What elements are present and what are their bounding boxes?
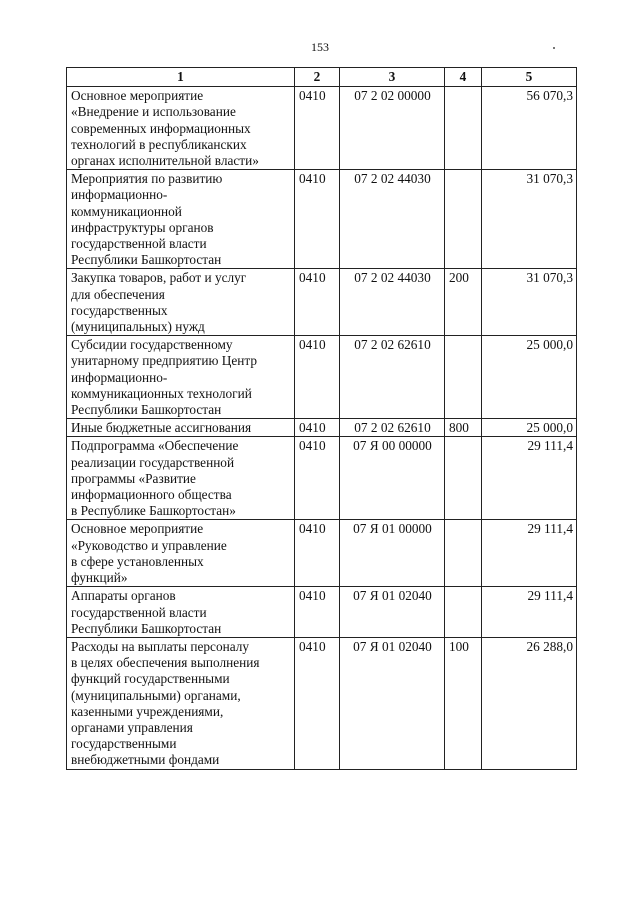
row-name-cell: Подпрограмма «Обеспечение реализации государственной программы «Развитие информационного общества в Республике Башкортостан» — [67, 437, 295, 520]
row-amount-cell: 26 288,0 — [482, 637, 577, 769]
row-name-cell: Иные бюджетные ассигнования — [67, 419, 295, 437]
header-col-4: 4 — [445, 68, 482, 87]
header-col-1: 1 — [67, 68, 295, 87]
row-name-cell: Основное мероприятие «Руководство и управление в сфере установленных функций» — [67, 520, 295, 587]
row-type-cell — [445, 520, 482, 587]
row-amount-cell: 25 000,0 — [482, 336, 577, 419]
table-row — [67, 419, 577, 437]
table-row — [67, 587, 577, 638]
row-section-cell: 0410 — [295, 87, 340, 170]
row-section-cell: 0410 — [295, 269, 340, 336]
row-name-cell: Аппараты органов государственной власти Республики Башкортостан — [67, 587, 295, 638]
table-row — [67, 437, 577, 520]
row-amount-cell: 25 000,0 — [482, 419, 577, 437]
header-col-5: 5 — [482, 68, 577, 87]
row-name-cell: Мероприятия по развитию информационно- коммуникационной инфраструктуры органов государственной власти Республики Башкортостан — [67, 170, 295, 269]
row-name-cell: Расходы на выплаты персоналу в целях обеспечения выполнения функций государственными (муниципальными) органами, казенными учреждениями, органами управления государственными внебюджетными фондами — [67, 637, 295, 769]
row-type-cell — [445, 170, 482, 269]
row-name-cell: Закупка товаров, работ и услуг для обеспечения государственных (муниципальных) нужд — [67, 269, 295, 336]
table-row — [67, 170, 577, 269]
row-section-cell: 0410 — [295, 336, 340, 419]
row-amount-cell: 29 111,4 — [482, 520, 577, 587]
table-row — [67, 520, 577, 587]
table-body — [67, 87, 577, 769]
row-target-cell: 07 2 02 62610 — [340, 336, 445, 419]
row-target-cell: 07 Я 00 00000 — [340, 437, 445, 520]
row-type-cell: 100 — [445, 637, 482, 769]
row-name-cell: Основное мероприятие «Внедрение и использование современных информационных технологий в республиканских органах исполнительной власти» — [67, 87, 295, 170]
header-col-3: 3 — [340, 68, 445, 87]
row-amount-cell: 29 111,4 — [482, 437, 577, 520]
row-type-cell — [445, 587, 482, 638]
table-row — [67, 336, 577, 419]
scan-speck — [553, 47, 555, 49]
row-section-cell: 0410 — [295, 437, 340, 520]
row-type-cell — [445, 336, 482, 419]
table-row — [67, 87, 577, 170]
row-type-cell — [445, 87, 482, 170]
budget-table — [66, 67, 577, 770]
row-target-cell: 07 Я 01 02040 — [340, 587, 445, 638]
row-amount-cell: 29 111,4 — [482, 587, 577, 638]
row-amount-cell: 56 070,3 — [482, 87, 577, 170]
row-section-cell: 0410 — [295, 520, 340, 587]
row-target-cell: 07 2 02 00000 — [340, 87, 445, 170]
row-target-cell: 07 Я 01 02040 — [340, 637, 445, 769]
row-name-cell: Субсидии государственному унитарному предприятию Центр информационно- коммуникационных технологий Республики Башкортостан — [67, 336, 295, 419]
row-type-cell: 200 — [445, 269, 482, 336]
page-number: 153 — [311, 40, 329, 54]
header-row — [67, 68, 577, 87]
row-section-cell: 0410 — [295, 637, 340, 769]
row-target-cell: 07 Я 01 00000 — [340, 520, 445, 587]
row-section-cell: 0410 — [295, 419, 340, 437]
header-col-2: 2 — [295, 68, 340, 87]
row-type-cell: 800 — [445, 419, 482, 437]
row-type-cell — [445, 437, 482, 520]
table-header — [67, 68, 577, 87]
table-row — [67, 269, 577, 336]
row-target-cell: 07 2 02 62610 — [340, 419, 445, 437]
row-section-cell: 0410 — [295, 587, 340, 638]
row-target-cell: 07 2 02 44030 — [340, 170, 445, 269]
row-amount-cell: 31 070,3 — [482, 170, 577, 269]
row-target-cell: 07 2 02 44030 — [340, 269, 445, 336]
table-row — [67, 637, 577, 769]
row-amount-cell: 31 070,3 — [482, 269, 577, 336]
row-section-cell: 0410 — [295, 170, 340, 269]
